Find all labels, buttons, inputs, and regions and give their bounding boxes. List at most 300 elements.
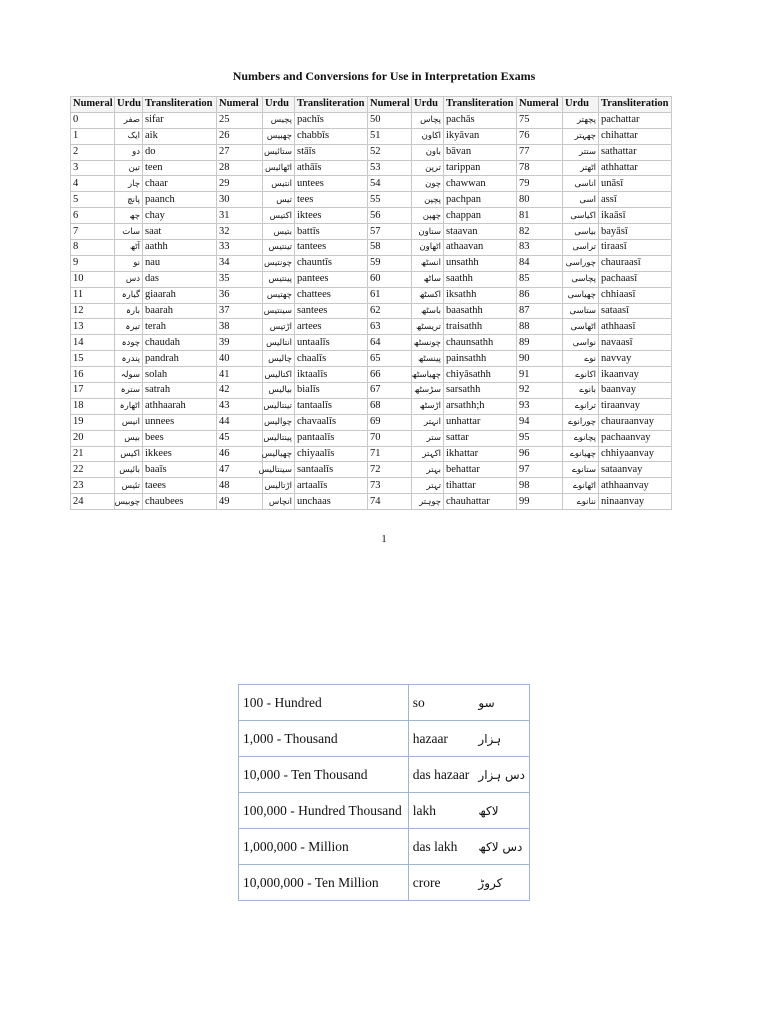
transliteration-cell: tihattar [444, 478, 517, 494]
transliteration-cell: tantees [295, 240, 368, 256]
conversion-urdu: لاکھ [474, 793, 529, 829]
transliteration-cell: aathh [143, 240, 217, 256]
table-row [71, 303, 672, 319]
numeral-cell: 53 [368, 160, 412, 176]
numeral-cell: 47 [217, 462, 263, 478]
urdu-cell: اٹھائیس [263, 160, 295, 176]
conversion-transliteration: so [408, 685, 474, 721]
transliteration-cell: bees [143, 430, 217, 446]
transliteration-cell: ikkees [143, 446, 217, 462]
table-row [71, 192, 672, 208]
numeral-cell: 35 [217, 271, 263, 287]
transliteration-cell: pachaasī [599, 271, 672, 287]
numeral-cell: 2 [71, 144, 115, 160]
transliteration-cell: chaar [143, 176, 217, 192]
transliteration-cell: chauhattar [444, 494, 517, 510]
urdu-cell: صفر [115, 112, 143, 128]
numeral-cell: 9 [71, 255, 115, 271]
numeral-cell: 97 [517, 462, 563, 478]
urdu-cell: چھتیس [263, 287, 295, 303]
numeral-cell: 28 [217, 160, 263, 176]
conversion-urdu: کروڑ [474, 865, 529, 901]
numeral-cell: 38 [217, 319, 263, 335]
transliteration-cell: baanvay [599, 383, 672, 399]
transliteration-cell: chiyaalīs [295, 446, 368, 462]
numeral-cell: 41 [217, 367, 263, 383]
conversion-urdu: سو [474, 685, 529, 721]
numeral-cell: 92 [517, 383, 563, 399]
transliteration-cell: pachpan [444, 192, 517, 208]
numeral-cell: 62 [368, 303, 412, 319]
transliteration-cell: chauraasī [599, 255, 672, 271]
numeral-cell: 95 [517, 430, 563, 446]
numeral-cell: 46 [217, 446, 263, 462]
table-row [71, 176, 672, 192]
numeral-cell: 58 [368, 240, 412, 256]
numeral-cell: 25 [217, 112, 263, 128]
urdu-cell: تہتر [412, 478, 444, 494]
urdu-cell: پچاس [412, 112, 444, 128]
transliteration-cell: taees [143, 478, 217, 494]
numeral-cell: 5 [71, 192, 115, 208]
urdu-cell: اکاون [412, 128, 444, 144]
urdu-cell: بیالیس [263, 383, 295, 399]
conversion-transliteration: hazaar [408, 721, 474, 757]
numeral-cell: 10 [71, 271, 115, 287]
numeral-cell: 68 [368, 398, 412, 414]
transliteration-cell: stāīs [295, 144, 368, 160]
transliteration-cell: terah [143, 319, 217, 335]
urdu-cell: اکتالیس [263, 367, 295, 383]
urdu-cell: ستانوے [563, 462, 599, 478]
transliteration-cell: das [143, 271, 217, 287]
conversion-urdu: دس ہزار [474, 757, 529, 793]
column-header: Urdu [263, 97, 295, 113]
urdu-cell: انہتر [412, 414, 444, 430]
transliteration-cell: teen [143, 160, 217, 176]
transliteration-cell: artees [295, 319, 368, 335]
urdu-cell: بیس [115, 430, 143, 446]
conversion-number: 1,000 - Thousand [239, 721, 409, 757]
urdu-cell: اٹھانوے [563, 478, 599, 494]
conversion-row [239, 865, 530, 901]
table-row [71, 351, 672, 367]
numeral-cell: 73 [368, 478, 412, 494]
numeral-cell: 57 [368, 224, 412, 240]
numeral-cell: 75 [517, 112, 563, 128]
numeral-cell: 90 [517, 351, 563, 367]
urdu-cell: بہتر [412, 462, 444, 478]
column-header: Numeral [71, 97, 115, 113]
numeral-cell: 48 [217, 478, 263, 494]
numeral-cell: 42 [217, 383, 263, 399]
numeral-cell: 85 [517, 271, 563, 287]
urdu-cell: ستاون [412, 224, 444, 240]
table-header-row [71, 97, 672, 113]
transliteration-cell: pachās [444, 112, 517, 128]
transliteration-cell: baasathh [444, 303, 517, 319]
transliteration-cell: untaalīs [295, 335, 368, 351]
urdu-cell: ساٹھ [412, 271, 444, 287]
urdu-cell: اناسی [563, 176, 599, 192]
transliteration-cell: paanch [143, 192, 217, 208]
numeral-cell: 80 [517, 192, 563, 208]
transliteration-cell: navvay [599, 351, 672, 367]
urdu-cell: انسٹھ [412, 255, 444, 271]
urdu-cell: بانوے [563, 383, 599, 399]
urdu-cell: چھپن [412, 208, 444, 224]
urdu-cell: چورانوے [563, 414, 599, 430]
numeral-cell: 21 [71, 446, 115, 462]
urdu-cell: اٹھارہ [115, 398, 143, 414]
urdu-cell: بارہ [115, 303, 143, 319]
numeral-cell: 33 [217, 240, 263, 256]
urdu-cell: اڑسٹھ [412, 398, 444, 414]
transliteration-cell: santees [295, 303, 368, 319]
conversions-table [238, 684, 530, 901]
transliteration-cell: ikhattar [444, 446, 517, 462]
transliteration-cell: battīs [295, 224, 368, 240]
conversion-row [239, 793, 530, 829]
conversion-urdu: دس لاکھ [474, 829, 529, 865]
transliteration-cell: chaudah [143, 335, 217, 351]
urdu-cell: اکیاسی [563, 208, 599, 224]
transliteration-cell: tiraasī [599, 240, 672, 256]
transliteration-cell: pachīs [295, 112, 368, 128]
table-row [71, 335, 672, 351]
transliteration-cell: iksathh [444, 287, 517, 303]
urdu-cell: چوبیس [115, 494, 143, 510]
numeral-cell: 11 [71, 287, 115, 303]
numeral-cell: 66 [368, 367, 412, 383]
conversion-urdu: ہزار [474, 721, 529, 757]
urdu-cell: انتیس [263, 176, 295, 192]
table-row [71, 446, 672, 462]
urdu-cell: تیس [263, 192, 295, 208]
numeral-cell: 51 [368, 128, 412, 144]
urdu-cell: نو [115, 255, 143, 271]
numeral-cell: 30 [217, 192, 263, 208]
transliteration-cell: painsathh [444, 351, 517, 367]
numeral-cell: 84 [517, 255, 563, 271]
urdu-cell: بیاسی [563, 224, 599, 240]
transliteration-cell: aik [143, 128, 217, 144]
urdu-cell: چھہتر [563, 128, 599, 144]
urdu-cell: اٹھاسی [563, 319, 599, 335]
numeral-cell: 37 [217, 303, 263, 319]
urdu-cell: سینتالیس [263, 462, 295, 478]
transliteration-cell: baaīs [143, 462, 217, 478]
numeral-cell: 15 [71, 351, 115, 367]
numeral-cell: 70 [368, 430, 412, 446]
transliteration-cell: chavaalīs [295, 414, 368, 430]
transliteration-cell: unsathh [444, 255, 517, 271]
numeral-cell: 23 [71, 478, 115, 494]
table-row [71, 240, 672, 256]
table-row [71, 224, 672, 240]
urdu-cell: ستر [412, 430, 444, 446]
urdu-cell: اسی [563, 192, 599, 208]
transliteration-cell: saathh [444, 271, 517, 287]
urdu-cell: چالیس [263, 351, 295, 367]
numeral-cell: 32 [217, 224, 263, 240]
transliteration-cell: pachattar [599, 112, 672, 128]
numeral-cell: 83 [517, 240, 563, 256]
numeral-cell: 17 [71, 383, 115, 399]
urdu-cell: سترہ [115, 383, 143, 399]
transliteration-cell: chappan [444, 208, 517, 224]
numeral-cell: 82 [517, 224, 563, 240]
urdu-cell: نواسی [563, 335, 599, 351]
table-row [71, 478, 672, 494]
numeral-cell: 44 [217, 414, 263, 430]
urdu-cell: ایک [115, 128, 143, 144]
urdu-cell: باون [412, 144, 444, 160]
urdu-cell: انچاس [263, 494, 295, 510]
transliteration-cell: sataasī [599, 303, 672, 319]
urdu-cell: چھیاسی [563, 287, 599, 303]
urdu-cell: اکسٹھ [412, 287, 444, 303]
numeral-cell: 0 [71, 112, 115, 128]
urdu-cell: انیس [115, 414, 143, 430]
numeral-cell: 26 [217, 128, 263, 144]
numeral-cell: 64 [368, 335, 412, 351]
numeral-cell: 52 [368, 144, 412, 160]
urdu-cell: چھبیس [263, 128, 295, 144]
urdu-cell: پچیس [263, 112, 295, 128]
transliteration-cell: sarsathh [444, 383, 517, 399]
transliteration-cell: ninaanvay [599, 494, 672, 510]
urdu-cell: باسٹھ [412, 303, 444, 319]
transliteration-cell: chaalīs [295, 351, 368, 367]
numeral-cell: 36 [217, 287, 263, 303]
urdu-cell: اکیس [115, 446, 143, 462]
urdu-cell: چوراسی [563, 255, 599, 271]
urdu-cell: اڑتیس [263, 319, 295, 335]
numeral-cell: 69 [368, 414, 412, 430]
urdu-cell: تین [115, 160, 143, 176]
transliteration-cell: unnees [143, 414, 217, 430]
numeral-cell: 61 [368, 287, 412, 303]
urdu-cell: تیرہ [115, 319, 143, 335]
transliteration-cell: ikaanvay [599, 367, 672, 383]
table-row [71, 255, 672, 271]
transliteration-cell: bialīs [295, 383, 368, 399]
transliteration-cell: pantees [295, 271, 368, 287]
numeral-cell: 6 [71, 208, 115, 224]
transliteration-cell: nau [143, 255, 217, 271]
numeral-cell: 96 [517, 446, 563, 462]
transliteration-cell: chay [143, 208, 217, 224]
transliteration-cell: staavan [444, 224, 517, 240]
transliteration-cell: tiraanvay [599, 398, 672, 414]
conversion-row [239, 721, 530, 757]
numeral-cell: 91 [517, 367, 563, 383]
transliteration-cell: solah [143, 367, 217, 383]
numeral-cell: 22 [71, 462, 115, 478]
numeral-cell: 81 [517, 208, 563, 224]
conversion-number: 10,000,000 - Ten Million [239, 865, 409, 901]
transliteration-cell: iktees [295, 208, 368, 224]
numeral-cell: 71 [368, 446, 412, 462]
numeral-cell: 98 [517, 478, 563, 494]
urdu-cell: ستاسی [563, 303, 599, 319]
transliteration-cell: athhattar [599, 160, 672, 176]
conversion-number: 1,000,000 - Million [239, 829, 409, 865]
table-row [71, 208, 672, 224]
table-row [71, 414, 672, 430]
transliteration-cell: athhaasī [599, 319, 672, 335]
transliteration-cell: tarippan [444, 160, 517, 176]
urdu-cell: انتالیس [263, 335, 295, 351]
transliteration-cell: chabbīs [295, 128, 368, 144]
table-row [71, 128, 672, 144]
column-header: Numeral [368, 97, 412, 113]
transliteration-cell: chiyāsathh [444, 367, 517, 383]
urdu-cell: سینتیس [263, 303, 295, 319]
transliteration-cell: artaalīs [295, 478, 368, 494]
urdu-cell: چار [115, 176, 143, 192]
numeral-cell: 72 [368, 462, 412, 478]
transliteration-cell: arsathh;h [444, 398, 517, 414]
urdu-cell: چونتیس [263, 255, 295, 271]
transliteration-cell: pantaalīs [295, 430, 368, 446]
table-row [71, 462, 672, 478]
transliteration-cell: giaarah [143, 287, 217, 303]
urdu-cell: اڑتالیس [263, 478, 295, 494]
urdu-cell: چوہتر [412, 494, 444, 510]
numeral-cell: 63 [368, 319, 412, 335]
urdu-cell: پینتالیس [263, 430, 295, 446]
urdu-cell: دو [115, 144, 143, 160]
urdu-cell: ننانوے [563, 494, 599, 510]
transliteration-cell: unchaas [295, 494, 368, 510]
numeral-cell: 89 [517, 335, 563, 351]
transliteration-cell: assī [599, 192, 672, 208]
transliteration-cell: chaunsathh [444, 335, 517, 351]
numeral-cell: 49 [217, 494, 263, 510]
transliteration-cell: baarah [143, 303, 217, 319]
numeral-cell: 93 [517, 398, 563, 414]
urdu-cell: اکانوے [563, 367, 599, 383]
transliteration-cell: bayāsī [599, 224, 672, 240]
table-row [71, 287, 672, 303]
numeral-cell: 27 [217, 144, 263, 160]
transliteration-cell: sifar [143, 112, 217, 128]
numeral-cell: 3 [71, 160, 115, 176]
transliteration-cell: athhaanvay [599, 478, 672, 494]
numeral-cell: 76 [517, 128, 563, 144]
transliteration-cell: pandrah [143, 351, 217, 367]
table-row [71, 383, 672, 399]
urdu-cell: چودہ [115, 335, 143, 351]
urdu-cell: چھیاسٹھ [412, 367, 444, 383]
table-row [71, 430, 672, 446]
transliteration-cell: unāsī [599, 176, 672, 192]
numeral-cell: 40 [217, 351, 263, 367]
transliteration-cell: sathattar [599, 144, 672, 160]
transliteration-cell: ikyāvan [444, 128, 517, 144]
transliteration-cell: saat [143, 224, 217, 240]
table-body [71, 112, 672, 509]
table-row [71, 160, 672, 176]
urdu-cell: چوالیس [263, 414, 295, 430]
urdu-cell: چون [412, 176, 444, 192]
transliteration-cell: do [143, 144, 217, 160]
numeral-cell: 50 [368, 112, 412, 128]
numeral-cell: 20 [71, 430, 115, 446]
numeral-cell: 8 [71, 240, 115, 256]
urdu-cell: پندرہ [115, 351, 143, 367]
numeral-cell: 77 [517, 144, 563, 160]
page-number: 1 [381, 533, 387, 545]
column-header: Urdu [412, 97, 444, 113]
numeral-cell: 14 [71, 335, 115, 351]
numeral-cell: 99 [517, 494, 563, 510]
table-row [71, 494, 672, 510]
transliteration-cell: unhattar [444, 414, 517, 430]
numeral-cell: 13 [71, 319, 115, 335]
transliteration-cell: chhiaasī [599, 287, 672, 303]
numeral-cell: 79 [517, 176, 563, 192]
numeral-cell: 78 [517, 160, 563, 176]
urdu-cell: گیارہ [115, 287, 143, 303]
numeral-cell: 19 [71, 414, 115, 430]
column-header: Numeral [217, 97, 263, 113]
transliteration-cell: ikaāsī [599, 208, 672, 224]
conversion-transliteration: lakh [408, 793, 474, 829]
conversion-transliteration: crore [408, 865, 474, 901]
column-header: Urdu [563, 97, 599, 113]
urdu-cell: آٹھ [115, 240, 143, 256]
page-title: Numbers and Conversions for Use in Interpretation Exams [232, 69, 536, 83]
urdu-cell: ستتر [563, 144, 599, 160]
urdu-cell: چھیالیس [263, 446, 295, 462]
transliteration-cell: chawwan [444, 176, 517, 192]
numeral-cell: 65 [368, 351, 412, 367]
urdu-cell: دس [115, 271, 143, 287]
table-row [71, 271, 672, 287]
column-header: Transliteration [444, 97, 517, 113]
transliteration-cell: santaalīs [295, 462, 368, 478]
conversion-row [239, 829, 530, 865]
conversion-transliteration: das lakh [408, 829, 474, 865]
transliteration-cell: tees [295, 192, 368, 208]
urdu-cell: پینتیس [263, 271, 295, 287]
urdu-cell: چھیانوے [563, 446, 599, 462]
table-row [71, 398, 672, 414]
numeral-cell: 1 [71, 128, 115, 144]
numeral-cell: 45 [217, 430, 263, 446]
transliteration-cell: tantaalīs [295, 398, 368, 414]
urdu-cell: تینتیس [263, 240, 295, 256]
urdu-cell: پینسٹھ [412, 351, 444, 367]
transliteration-cell: chauraanvay [599, 414, 672, 430]
transliteration-cell: chauntīs [295, 255, 368, 271]
column-header: Numeral [517, 97, 563, 113]
column-header: Urdu [115, 97, 143, 113]
transliteration-cell: chattees [295, 287, 368, 303]
urdu-cell: پچھتر [563, 112, 599, 128]
transliteration-cell: chhiyaanvay [599, 446, 672, 462]
transliteration-cell: athaavan [444, 240, 517, 256]
urdu-cell: نوے [563, 351, 599, 367]
urdu-cell: سڑسٹھ [412, 383, 444, 399]
transliteration-cell: traisathh [444, 319, 517, 335]
numeral-cell: 67 [368, 383, 412, 399]
numeral-cell: 39 [217, 335, 263, 351]
urdu-cell: سولہ [115, 367, 143, 383]
